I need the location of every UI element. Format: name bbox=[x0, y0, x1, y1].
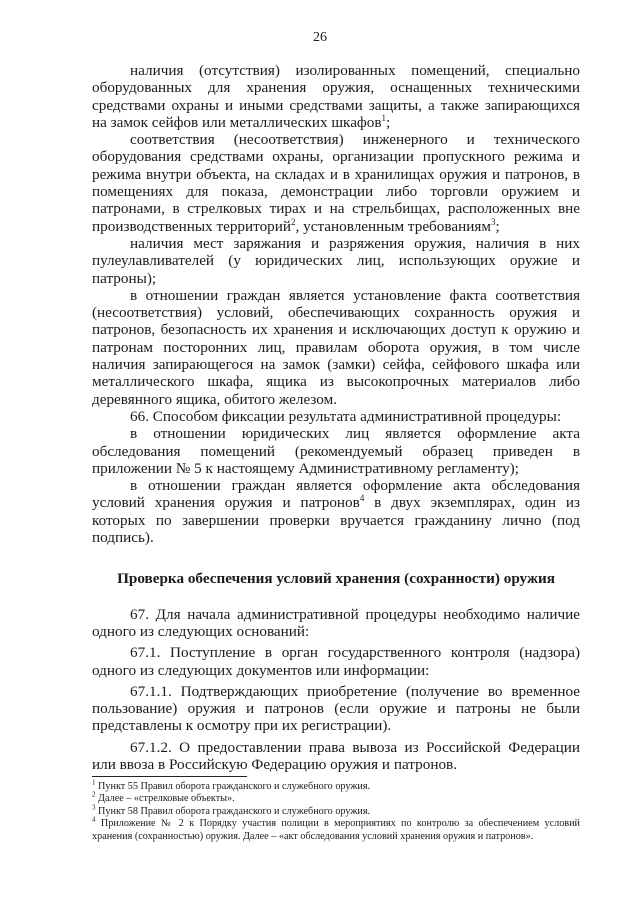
paragraph-legal-entities-act: в отношении юридических лиц является оформление акта обследования помещений (рекомендуемый образец приведен в приложении № 5 к настоящему Административному регламенту); bbox=[92, 425, 580, 477]
document-body bbox=[92, 62, 580, 773]
paragraph-67: 67. Для начала административной процедуры необходимо наличие одного из следующих оснований: bbox=[92, 605, 580, 640]
footnote-ref-1: 1 bbox=[381, 112, 387, 123]
footnote-divider bbox=[92, 776, 247, 777]
page-number: 26 bbox=[313, 30, 327, 45]
paragraph-text-tail: , установленным требованиям bbox=[295, 217, 491, 235]
paragraph-text: наличия (отсутствия) изолированных помещений, специально оборудованных для хранения оружия, оснащенных техническими средствами охраны и иными средствами защиты, а также запирающихся на замок сейфов или металлических шкафов bbox=[92, 62, 580, 131]
footnote-2 bbox=[92, 793, 580, 805]
paragraph-text: в отношении граждан является оформление акта обследования условий хранения оружия и патронов bbox=[92, 477, 580, 512]
footnote-mark: 3 bbox=[92, 803, 96, 812]
paragraph-text-tail: ; bbox=[495, 217, 500, 235]
footnote-mark: 4 bbox=[92, 815, 96, 824]
paragraph-66: 66. Способом фиксации результата административной процедуры: bbox=[130, 407, 562, 425]
paragraph-text-tail: в двух экземплярах, один из которых по завершении проверки вручается гражданину лично (под подпись). bbox=[92, 494, 581, 547]
paragraph-67-1-1: 67.1.1. Подтверждающих приобретение (получение во временное пользование) оружия и патронов (если оружие и патроны не были представлены к осмотру при их регистрации). bbox=[92, 682, 580, 735]
paragraph-67-1-2: 67.1.2. О предоставлении права вывоза из Российской Федерации или ввоза в Российскую Федерацию оружия и патронов. bbox=[92, 738, 580, 773]
paragraph-isolated-rooms bbox=[92, 62, 580, 131]
paragraph-citizens-compliance: в отношении граждан является установление факта соответствия (несоответствия) условий, обеспечивающих сохранность оружия и патронов, безопасность их хранения и исключающих доступ к оружию и патронам посторонних лиц, правилам оборота оружия, в том числе наличия запирающегося на замок (замки) сейфа, сейфового шкафа или металлического шкафа, ящика из высокопрочных материалов либо деревянного ящика, обитого железом. bbox=[92, 286, 580, 408]
footnote-mark: 2 bbox=[92, 791, 96, 800]
paragraph-67-1: 67.1. Поступление в орган государственного контроля (надзора) одного из следующих документов или информации: bbox=[92, 644, 580, 679]
footnote-ref-4: 4 bbox=[359, 493, 365, 504]
footnote-3 bbox=[92, 803, 580, 818]
paragraph-text-tail: ; bbox=[386, 113, 391, 131]
footnote-text: Пункт 55 Правил оборота гражданского и служебного оружия. bbox=[98, 781, 371, 792]
paragraph-loading-places: наличия мест заряжания и разряжения оружия, наличия в них пулеулавливателей (у юридических лиц, использующих оружие и патроны); bbox=[92, 234, 580, 287]
footnote-text: Приложение № 2 к Порядку участия полиции в мероприятиях по контролю за обеспечением условий хранения (сохранностью) оружия. Далее – «акт обследования условий хранения оружия и патронов». bbox=[92, 818, 581, 842]
footnotes bbox=[92, 778, 581, 843]
footnote-text: Далее – «стрелковые объекты». bbox=[98, 793, 235, 805]
paragraph-equipment-compliance bbox=[92, 131, 580, 235]
footnote-1 bbox=[92, 778, 580, 793]
footnote-ref-2: 2 bbox=[291, 216, 296, 227]
footnote-text: Пункт 58 Правил оборота гражданского и служебного оружия. bbox=[98, 805, 371, 817]
footnote-ref-3: 3 bbox=[490, 216, 496, 227]
paragraph-text: соответствия (несоответствия) инженерного и технического оборудования средствами охраны, организации пропускного режима и режима внутри объекта, на складах и в хранилищах оружия и патронов, в помещениях для показа, демонстрации либо торговли оружием и патронами, в стрелковых тирах и на стрельбищах, расположенных вне производственных территорий bbox=[92, 131, 580, 235]
footnote-mark: 1 bbox=[92, 778, 96, 787]
section-heading: Проверка обеспечения условий хранения (сохранности) оружия bbox=[117, 570, 555, 588]
paragraph-citizens-act bbox=[92, 477, 580, 546]
footnote-4 bbox=[92, 815, 581, 843]
